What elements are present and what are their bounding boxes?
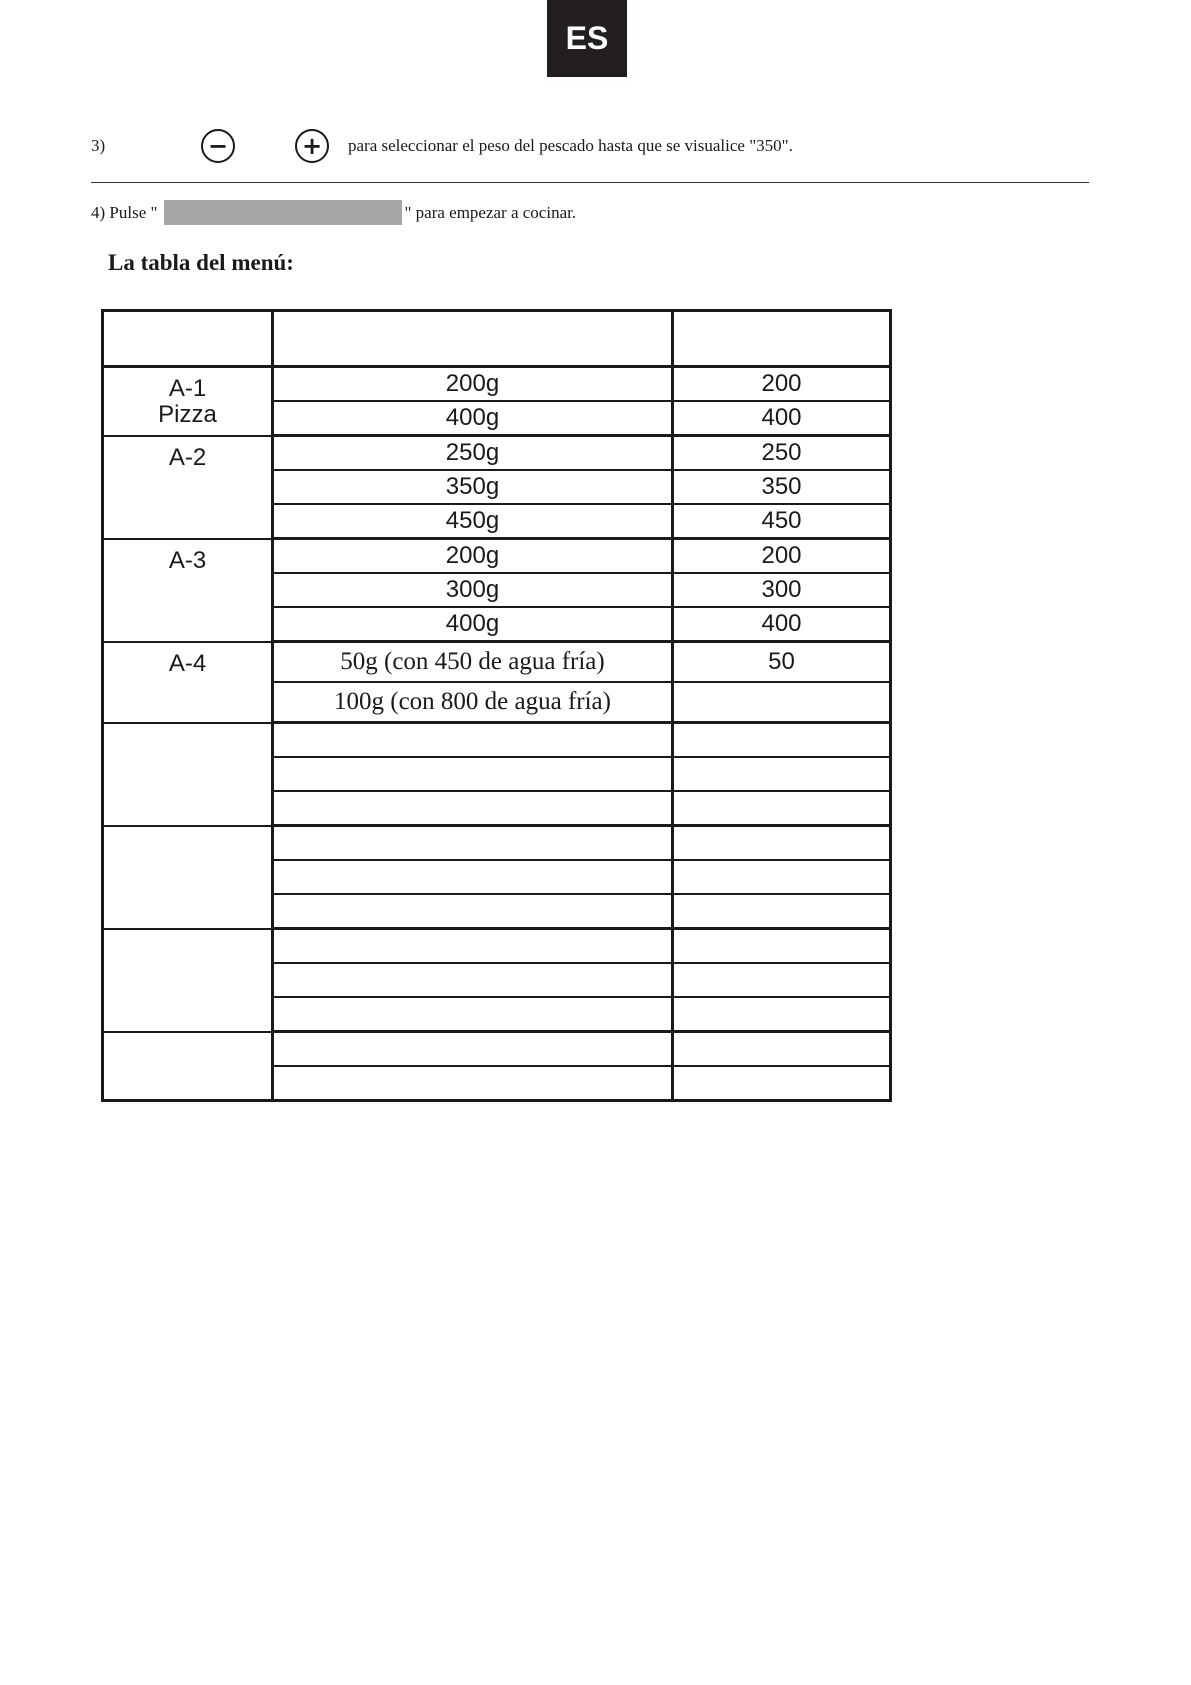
display-cell bbox=[673, 791, 891, 826]
weight-cell bbox=[273, 894, 673, 929]
weight-cell: 100g (con 800 de agua fría) bbox=[273, 682, 673, 723]
language-badge: ES bbox=[547, 0, 627, 77]
table-row bbox=[103, 826, 891, 861]
step-3-text: para seleccionar el peso del pescado hasta que se visualice "350". bbox=[348, 136, 793, 155]
display-cell: 400 bbox=[673, 607, 891, 642]
display-cell bbox=[673, 963, 891, 997]
table-row bbox=[103, 436, 891, 471]
menu-code-cell: A-1 Pizza bbox=[103, 367, 273, 436]
header-cell bbox=[273, 311, 673, 367]
display-cell bbox=[673, 757, 891, 791]
menu-table bbox=[101, 309, 892, 1102]
weight-cell: 250g bbox=[273, 436, 673, 471]
redacted-button-label bbox=[164, 200, 402, 225]
display-cell: 250 bbox=[673, 436, 891, 471]
display-cell bbox=[673, 826, 891, 861]
weight-cell bbox=[273, 757, 673, 791]
menu-code-cell bbox=[103, 826, 273, 929]
menu-code-cell bbox=[103, 723, 273, 826]
minus-icon: − bbox=[201, 129, 235, 163]
table-header-row bbox=[103, 311, 891, 367]
step-4 bbox=[91, 200, 576, 225]
menu-table-title: La tabla del menú: bbox=[108, 250, 294, 275]
display-cell: 450 bbox=[673, 504, 891, 539]
step-3-number: 3) bbox=[91, 136, 106, 155]
display-cell: 200 bbox=[673, 367, 891, 402]
weight-cell: 400g bbox=[273, 607, 673, 642]
table-row bbox=[103, 929, 891, 964]
weight-cell bbox=[273, 826, 673, 861]
table-row bbox=[103, 539, 891, 574]
display-cell bbox=[673, 1032, 891, 1067]
weight-cell: 350g bbox=[273, 470, 673, 504]
weight-cell bbox=[273, 963, 673, 997]
display-cell bbox=[673, 860, 891, 894]
menu-code-cell: A-2 bbox=[103, 436, 273, 539]
display-cell: 400 bbox=[673, 401, 891, 436]
display-cell bbox=[673, 929, 891, 964]
display-cell: 200 bbox=[673, 539, 891, 574]
weight-cell bbox=[273, 791, 673, 826]
display-cell: 350 bbox=[673, 470, 891, 504]
menu-code-cell bbox=[103, 929, 273, 1032]
menu-code-cell: A-4 bbox=[103, 642, 273, 723]
weight-cell: 200g bbox=[273, 539, 673, 574]
display-cell bbox=[673, 1066, 891, 1101]
menu-code-cell: A-3 bbox=[103, 539, 273, 642]
step-4-prefix: 4) Pulse " bbox=[91, 202, 158, 222]
weight-cell: 450g bbox=[273, 504, 673, 539]
weight-cell: 300g bbox=[273, 573, 673, 607]
weight-cell bbox=[273, 1032, 673, 1067]
divider bbox=[91, 182, 1089, 183]
header-cell bbox=[103, 311, 273, 367]
display-cell bbox=[673, 723, 891, 758]
display-cell bbox=[673, 682, 891, 723]
weight-cell: 50g (con 450 de agua fría) bbox=[273, 642, 673, 683]
header-cell bbox=[673, 311, 891, 367]
display-cell bbox=[673, 894, 891, 929]
plus-icon: + bbox=[295, 129, 329, 163]
display-cell bbox=[673, 997, 891, 1032]
weight-cell: 400g bbox=[273, 401, 673, 436]
table-row bbox=[103, 642, 891, 683]
display-cell: 50 bbox=[673, 642, 891, 683]
table-row bbox=[103, 1032, 891, 1067]
display-cell: 300 bbox=[673, 573, 891, 607]
weight-cell bbox=[273, 997, 673, 1032]
weight-cell bbox=[273, 860, 673, 894]
weight-cell bbox=[273, 723, 673, 758]
weight-cell bbox=[273, 1066, 673, 1101]
weight-cell bbox=[273, 929, 673, 964]
weight-cell: 200g bbox=[273, 367, 673, 402]
table-row bbox=[103, 367, 891, 402]
table-row bbox=[103, 723, 891, 758]
step-4-suffix: " para empezar a cocinar. bbox=[404, 202, 577, 222]
menu-code-cell bbox=[103, 1032, 273, 1101]
